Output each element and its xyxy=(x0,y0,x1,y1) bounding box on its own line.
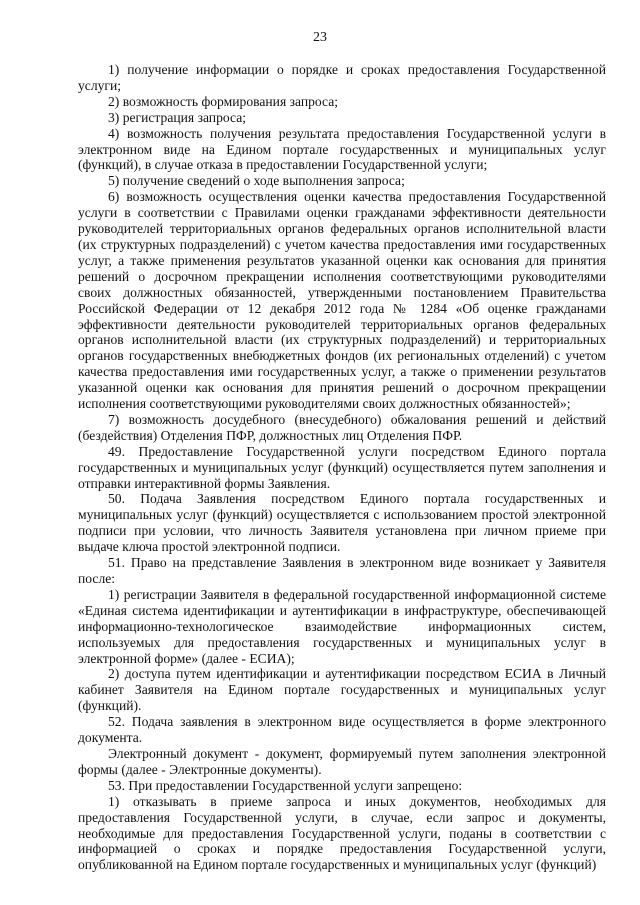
paragraph-53: 53. При предоставлении Государственной услуги запрещено: xyxy=(108,777,463,793)
paragraph-item-1: 1) получение информации о порядке и сроках предоставления Государственной услуги; xyxy=(78,62,606,93)
paragraph-49: 49. Предоставление Государственной услуги посредством Единого портала государственных и муниципальных услуг (функций) осуществляется путем заполнения и отправки интерактивной формы Заявления. xyxy=(78,443,606,491)
paragraph-item-2: 2) возможность формирования запроса; xyxy=(108,93,339,109)
paragraph-item-4: 4) возможность получения результата предоставления Государственной услуги в электронном виде на Едином портале государственных и муниципальных услуг (функций), в случае отказа в предоставлении Государственной услуги; xyxy=(78,125,606,173)
paragraph-53-item-1: 1) отказывать в приеме запроса и иных документов, необходимых для предоставления Государственной услуги, в случае, если запрос и документы, необходимые для предоставления Государственной услуги, поданы в соответствии с информацией о сроках и порядке предоставления Государственной услуги, опубликованной на Едином портале государственных и муниципальных услуг (функций) xyxy=(78,793,606,873)
paragraph-electronic-document: Электронный документ - документ, формируемый путем заполнения электронной формы (далее - Электронные документы). xyxy=(78,745,606,777)
paragraph-50: 50. Подача Заявления посредством Единого портала государственных и муниципальных услуг (функций) осуществляется с использованием простой электронной подписи при условии, что личность Заявителя установлена при личном приеме при выдаче ключа простой электронной подписи. xyxy=(78,491,606,555)
paragraph-item-3: 3) регистрация запроса; xyxy=(108,109,247,125)
paragraph-51-item-2: 2) доступа путем идентификации и аутентификации посредством ЕСИА в Личный кабинет Заявителя на Едином портале государственных и муниципальных услуг (функций). xyxy=(78,666,606,714)
page-number: 23 xyxy=(313,30,327,45)
paragraph-item-7: 7) возможность досудебного (внесудебного) обжалования решений и действий (бездействия) Отделения ПФР, должностных лиц Отделения ПФР. xyxy=(78,411,606,443)
paragraph-51-item-1: 1) регистрации Заявителя в федеральной государственной информационной системе «Единая система идентификации и аутентификации в инфраструктуре, обеспечивающей информационно-технологическое взаимодействие информационных систем, используемых для предоставления государственных и муниципальных услуг в электронной форме» (далее - ЕСИА); xyxy=(78,586,606,666)
paragraph-item-6: 6) возможность осуществления оценки качества предоставления Государственной услуги в соответствии с Правилами оценки гражданами эффективности деятельности руководителей территориальных органов федеральных органов исполнительной власти (их структурных подразделений) с учетом качества предоставления ими государственных услуг, а также применения результатов указанной оценки как основания для принятия решений о досрочном прекращении исполнения соответствующими руководителями своих должностных обязанностей, утвержденными постановлением Правительства Российской Федерации от 12 декабря 2012 года № 1284 «Об оценке гражданами эффективности деятельности руководителей территориальных органов федеральных органов исполнительной власти (их структурных подразделений) и территориальных органов государственных внебюджетных фондов (их региональных отделений) с учетом качества предоставления ими государственных услуг, а также о применении результатов указанной оценки как основания для принятия решений о досрочном прекращении исполнения соответствующими руководителями своих должностных обязанностей»; xyxy=(78,189,606,412)
paragraph-51: 51. Право на представление Заявления в электронном виде возникает у Заявителя после: xyxy=(78,555,606,586)
document-body xyxy=(78,62,606,873)
paragraph-52: 52. Подача заявления в электронном виде осуществляется в форме электронного документа. xyxy=(78,714,606,746)
paragraph-item-5: 5) получение сведений о ходе выполнения запроса; xyxy=(108,173,405,189)
